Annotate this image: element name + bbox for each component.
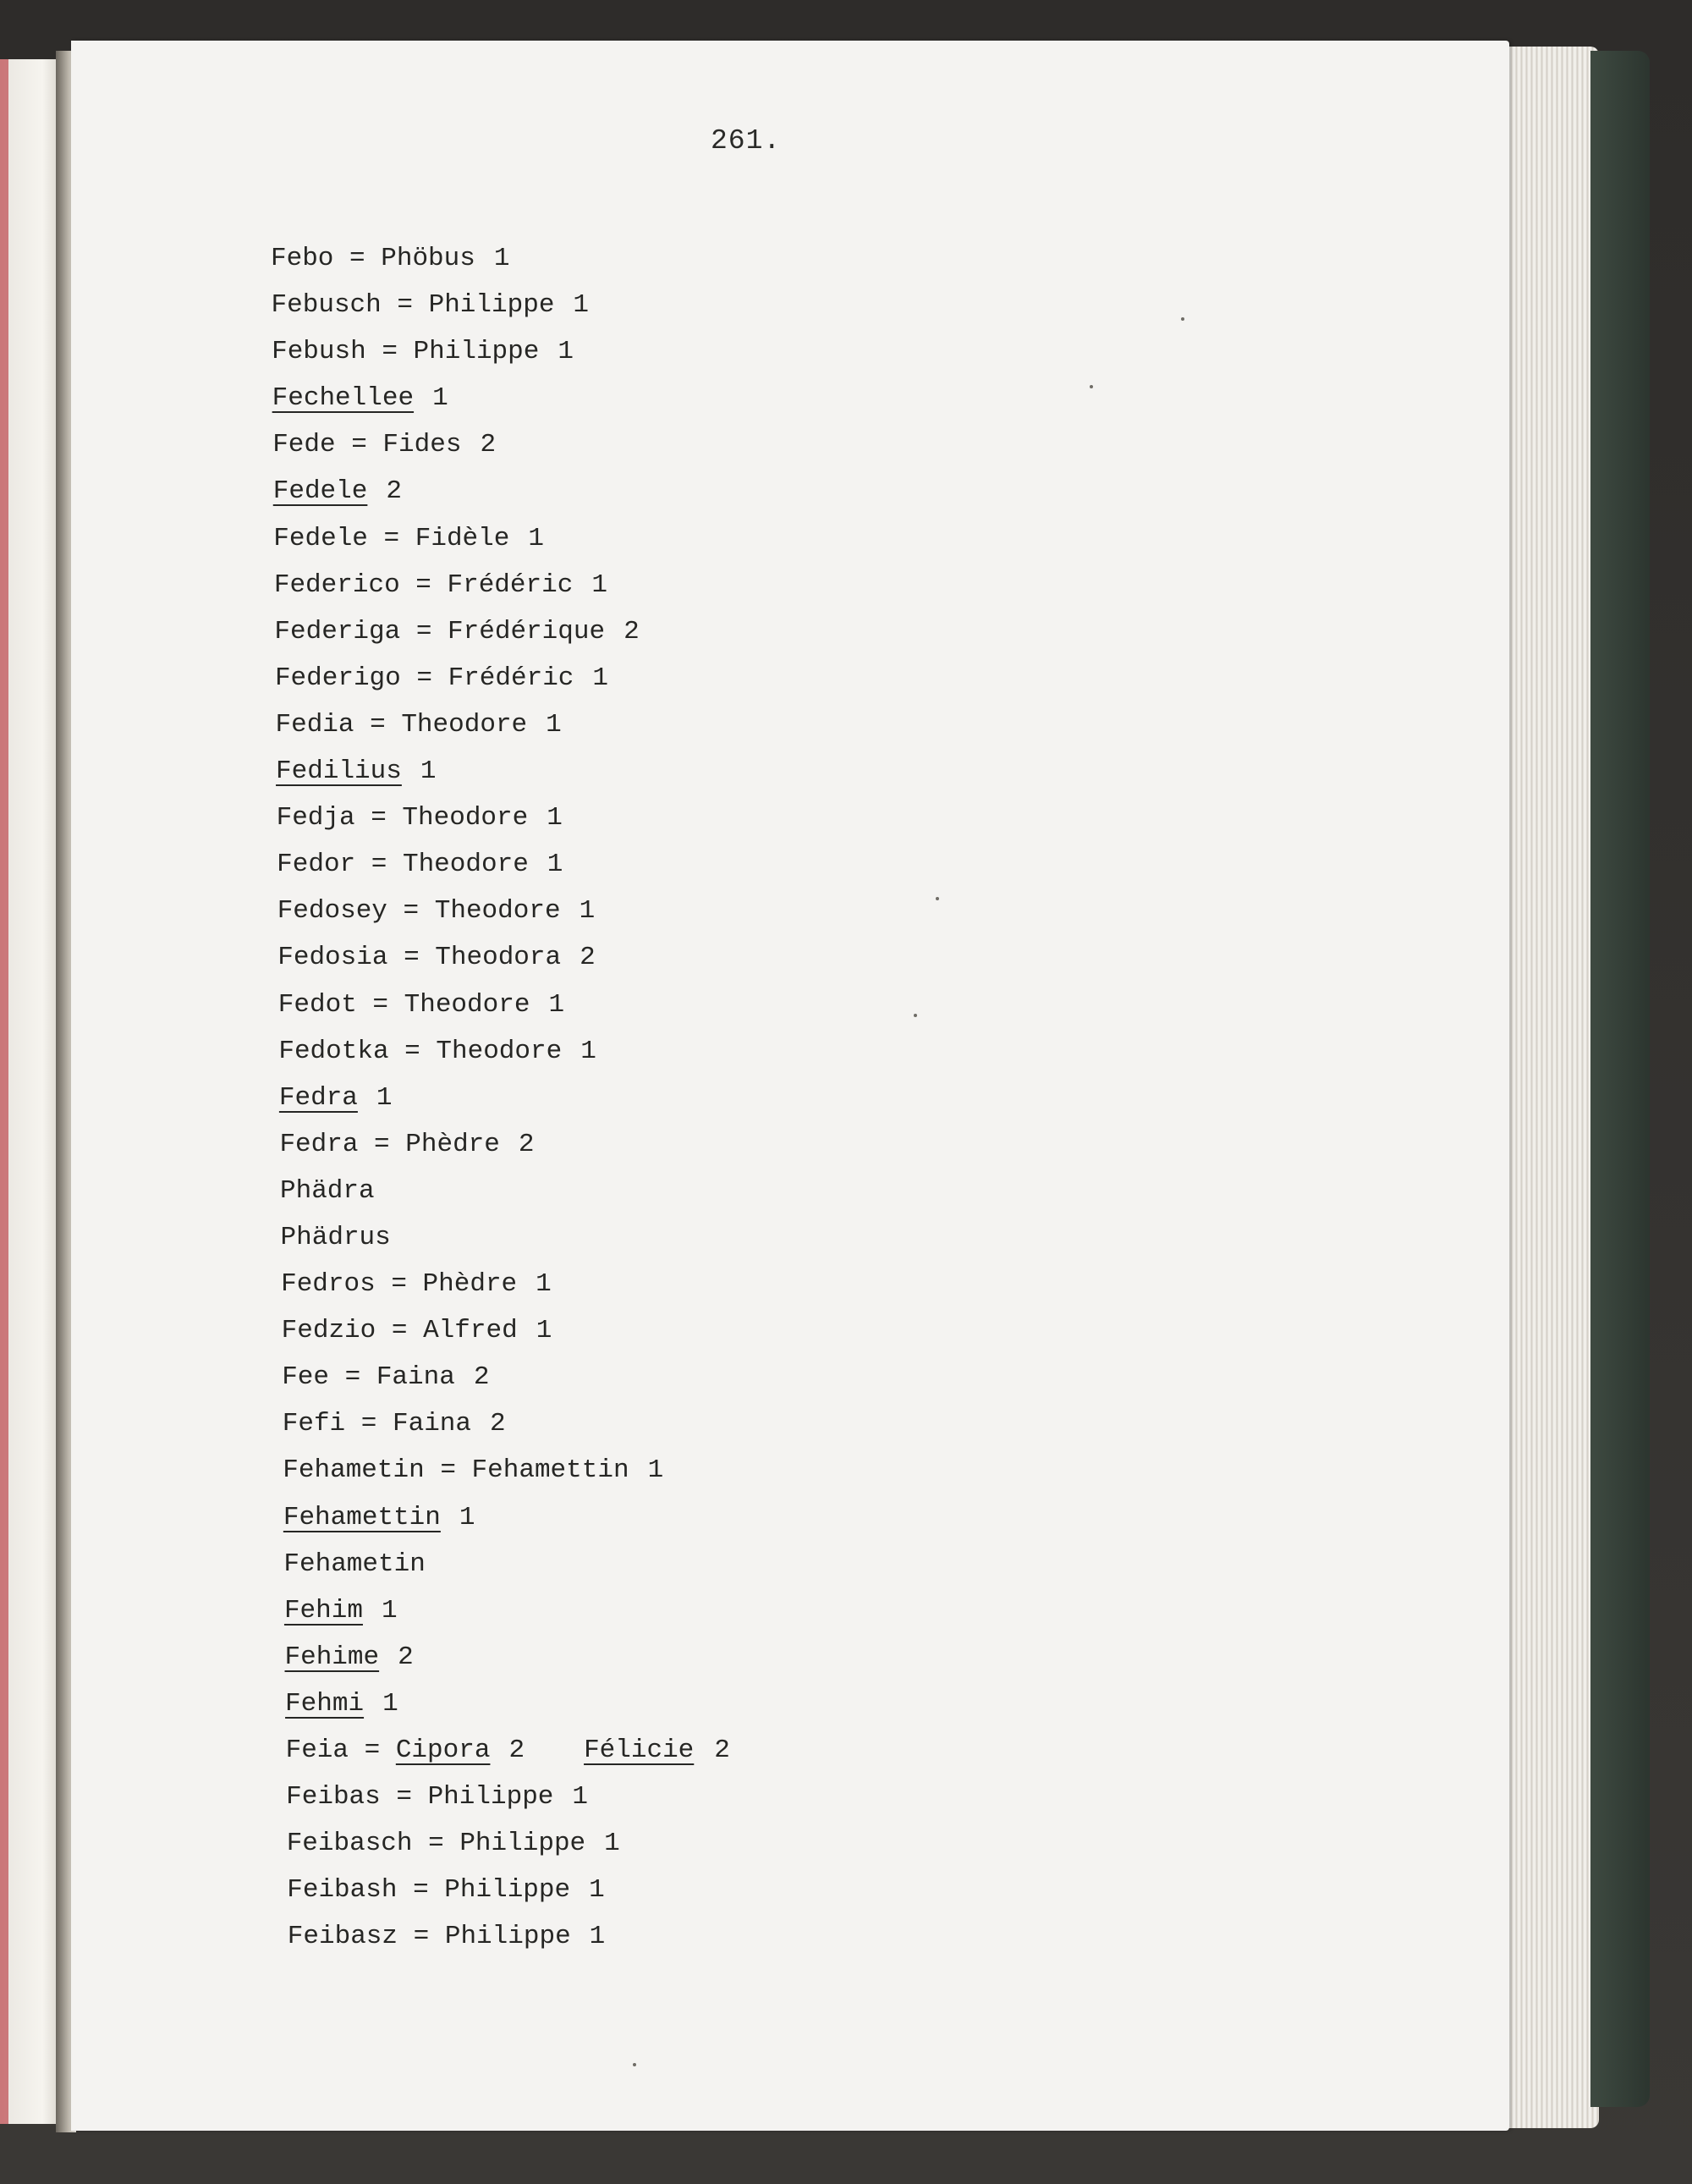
entry-count: 2 [473, 1362, 490, 1393]
entry-count: 2 [508, 1736, 525, 1765]
equals-sign: = [333, 244, 382, 273]
entry-count: 1 [382, 1688, 398, 1719]
entry-equivalent: Frédérique [448, 616, 606, 646]
entry-name: Federigo [274, 663, 401, 693]
entry-count: 2 [480, 430, 497, 460]
entry-name: Feibasch [286, 1829, 413, 1859]
entry-name: Fedra [279, 1129, 359, 1159]
entry-name: Febush [272, 337, 366, 367]
entry-count: 1 [547, 850, 563, 880]
entry-name: Fehametin [283, 1455, 425, 1486]
equals-sign: = [380, 1782, 428, 1813]
entry-equivalent: Phöbus [381, 244, 475, 273]
equals-sign: = [398, 1922, 445, 1952]
entry-line [276, 701, 730, 748]
entry-name: Phädra [280, 1175, 375, 1206]
entry-equivalent: Theodore [401, 709, 528, 740]
entry-equivalent: Fides [382, 430, 462, 460]
left-page-edge [0, 59, 63, 2124]
entry-name: Feibasz [287, 1922, 398, 1952]
entry-count: 1 [580, 1036, 596, 1066]
entry-equivalent: Frédéric [447, 569, 574, 600]
entry-count: 1 [381, 1595, 398, 1626]
dust-speck [914, 1014, 917, 1017]
entry-line [278, 982, 730, 1028]
dust-speck [936, 897, 939, 900]
entry-line [287, 1867, 730, 1913]
entry-line [274, 562, 730, 608]
entry-line [272, 282, 730, 328]
entry-line [273, 515, 730, 562]
entry-name: Fehime [284, 1642, 380, 1672]
entry-line [287, 1820, 730, 1867]
entry-name: Fedilius [276, 756, 402, 787]
equals-sign: = [358, 1129, 406, 1159]
entry-equivalent: Philippe [428, 290, 555, 321]
entry-count: 1 [592, 663, 609, 693]
entry-name: Fede [272, 430, 336, 460]
entry-equivalent: Fehamettin [471, 1455, 629, 1486]
equals-sign: = [381, 290, 429, 321]
entry-count: 1 [432, 383, 448, 414]
entry-count: 1 [589, 1875, 605, 1906]
entry-count: 1 [420, 756, 437, 787]
entry-equivalent: Theodore [402, 803, 529, 833]
entry-line [286, 1727, 730, 1774]
entry-equivalent: Philippe [459, 1829, 586, 1859]
entry-count: 2 [490, 1409, 506, 1439]
equals-sign: = [388, 1036, 437, 1066]
equals-sign: = [400, 616, 448, 646]
entry-equivalent: Cipora [395, 1736, 491, 1765]
entry-name: Fedele [273, 523, 368, 553]
entry-name: Fedor [277, 850, 356, 880]
entry-line [285, 1634, 730, 1681]
entry-name: Fehametin [283, 1549, 426, 1579]
entry-name: Fee [282, 1362, 329, 1393]
entry-count: 2 [398, 1642, 414, 1672]
entry-name: Fechellee [272, 383, 415, 414]
equals-sign: = [387, 896, 435, 927]
entry-line [276, 748, 730, 795]
entry-line [286, 1774, 730, 1820]
entry-line [283, 1541, 730, 1587]
entry-equivalent: Theodore [402, 850, 529, 880]
entry-line [274, 608, 730, 655]
entry-count: 1 [493, 244, 510, 273]
equals-sign: = [329, 1362, 376, 1393]
entry-count: 1 [589, 1922, 606, 1952]
entry-count: 2 [580, 943, 596, 973]
entry-name: Feibash [287, 1875, 398, 1906]
entry-equivalent: Philippe [444, 1875, 571, 1906]
equals-sign: = [349, 1736, 396, 1765]
equals-sign: = [354, 709, 402, 740]
entry-count: 1 [573, 290, 590, 321]
entry-count: 2 [518, 1129, 535, 1159]
entry-line [272, 421, 730, 468]
equals-sign: = [354, 803, 403, 833]
entry-name: Fedotka [278, 1036, 389, 1066]
equals-sign: = [375, 1269, 423, 1300]
entry-equivalent: Faina [376, 1362, 455, 1393]
entry-equivalent: Alfred [423, 1316, 518, 1346]
entry-name: Fehmi [285, 1688, 365, 1719]
entry-equivalent: Philippe [444, 1922, 571, 1952]
entry-count: 1 [604, 1829, 620, 1859]
equals-sign: = [387, 943, 436, 973]
entry-line [279, 1075, 730, 1121]
entry-line [278, 1028, 730, 1075]
entry-line [273, 468, 730, 514]
entry-line [281, 1261, 730, 1307]
entry-name: Fedele [272, 476, 368, 507]
entry-count: 1 [572, 1782, 589, 1813]
entry-line [277, 934, 730, 981]
entry-line [271, 235, 730, 282]
equals-sign: = [376, 1316, 424, 1346]
entry-line [283, 1447, 730, 1494]
entry-equivalent: Fidèle [415, 523, 510, 553]
equals-sign: = [424, 1455, 472, 1486]
equals-sign: = [355, 850, 403, 880]
entry-count: 2 [386, 476, 402, 507]
equals-sign: = [365, 337, 414, 367]
entry-line [288, 1913, 730, 1960]
entry-name: Fedzio [281, 1316, 376, 1346]
equals-sign: = [335, 430, 383, 460]
entry-line [272, 328, 730, 375]
entry-name: Fedros [281, 1269, 376, 1300]
entry-equivalent: Theodore [404, 989, 530, 1020]
entry-line [283, 1494, 730, 1541]
alternate-count: 2 [714, 1736, 730, 1765]
entry-count: 1 [376, 1082, 393, 1113]
entry-name: Fedosia [277, 943, 388, 973]
equals-sign: = [356, 989, 404, 1020]
entry-equivalent: Philippe [413, 337, 540, 367]
entry-count: 1 [558, 337, 574, 367]
entry-name: Federico [273, 569, 400, 600]
entry-line [285, 1681, 730, 1727]
equals-sign: = [367, 523, 415, 553]
entry-name: Fedja [276, 803, 355, 833]
entry-line [272, 375, 730, 421]
entry-line [284, 1587, 730, 1634]
entry-line [281, 1214, 730, 1261]
entry-name: Feibas [286, 1782, 381, 1813]
equals-sign: = [400, 663, 448, 693]
equals-sign: = [412, 1829, 460, 1859]
entry-name: Febo [271, 244, 334, 273]
entry-count: 1 [459, 1502, 475, 1532]
entry-count: 1 [528, 523, 544, 553]
entry-line [275, 655, 730, 701]
entry-equivalent: Frédéric [448, 663, 574, 693]
entry-count: 1 [547, 803, 563, 833]
entry-line [277, 795, 730, 841]
entry-equivalent: Faina [392, 1409, 471, 1439]
entry-count: 1 [536, 1269, 552, 1300]
entry-name: Fehim [283, 1595, 363, 1626]
entry-count: 2 [624, 616, 640, 646]
entry-name: Federiga [274, 616, 401, 646]
page-number: 261. [711, 125, 782, 157]
entry-line [280, 1168, 730, 1214]
entry-line [277, 888, 730, 934]
equals-sign: = [397, 1875, 445, 1906]
entry-count: 1 [647, 1455, 664, 1486]
entry-name: Fedot [277, 989, 357, 1020]
alternate-name: Félicie [584, 1736, 695, 1765]
entry-name: Phädrus [280, 1222, 391, 1252]
entry-count: 1 [591, 569, 607, 600]
entry-count: 1 [548, 989, 565, 1020]
entry-line [279, 1121, 729, 1168]
dust-speck [1090, 385, 1093, 388]
entry-line [283, 1400, 730, 1447]
entry-equivalent: Phèdre [405, 1129, 500, 1159]
entry-alternate [584, 1727, 730, 1774]
entry-equivalent: Phèdre [422, 1269, 518, 1300]
entry-line [282, 1354, 730, 1400]
book-cover [1590, 51, 1650, 2107]
entry-name: Fedosey [277, 896, 387, 927]
dust-speck [633, 2063, 636, 2066]
entry-equivalent: Theodore [436, 1036, 563, 1066]
entry-name: Fefi [282, 1409, 346, 1439]
entry-name: Fehamettin [283, 1502, 441, 1532]
entry-equivalent: Theodora [435, 943, 562, 973]
entry-line [277, 841, 730, 888]
equals-sign: = [345, 1409, 393, 1439]
entry-equivalent: Theodore [434, 896, 561, 927]
entry-name: Febusch [271, 290, 382, 321]
entry-name: Fedia [275, 709, 354, 740]
entry-name: Feia [285, 1736, 349, 1765]
entry-count: 1 [546, 709, 562, 740]
entry-line [282, 1307, 730, 1354]
entry-count: 1 [536, 1316, 552, 1346]
entry-equivalent: Philippe [427, 1782, 554, 1813]
dust-speck [1181, 317, 1184, 321]
name-entry-list [271, 235, 730, 1960]
page-edges [1497, 47, 1599, 2128]
entry-name: Fedra [278, 1082, 358, 1113]
entry-count: 1 [579, 896, 596, 927]
equals-sign: = [399, 569, 448, 600]
